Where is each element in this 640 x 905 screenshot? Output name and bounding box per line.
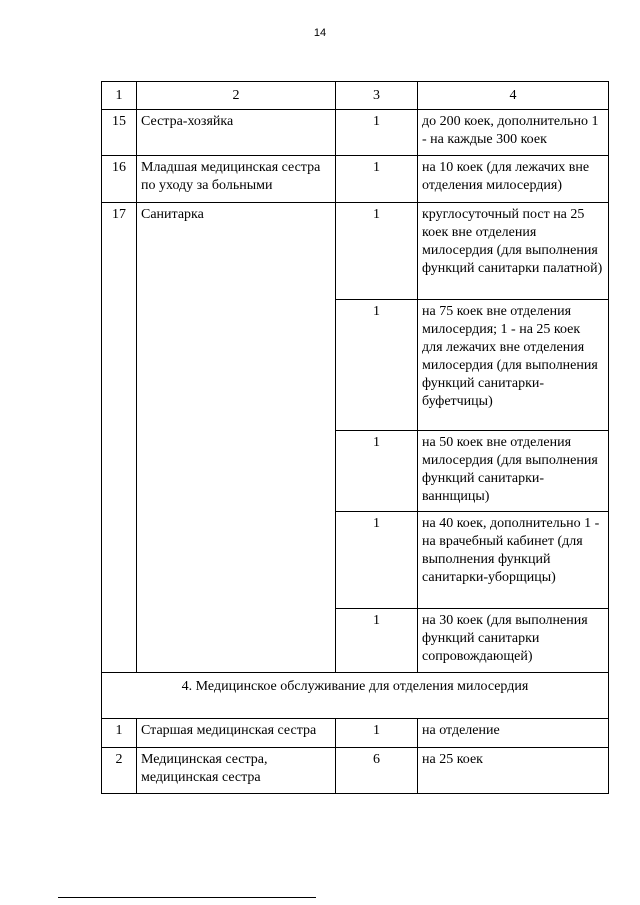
staff-count: 6 — [336, 748, 418, 794]
header-cell-4: 4 — [418, 82, 609, 110]
staffing-norm: на 50 коек вне отделения милосердия (для выполнения функций санитарки-ваннщицы) — [418, 431, 609, 512]
position-name: Старшая медицинская сестра — [137, 719, 336, 748]
row-number: 1 — [102, 719, 137, 748]
table-header-row — [102, 82, 609, 110]
staff-count: 1 — [336, 609, 418, 673]
staff-count: 1 — [336, 431, 418, 512]
table-row — [102, 110, 609, 156]
row-number: 17 — [102, 203, 137, 673]
staff-count: 1 — [336, 203, 418, 300]
staffing-norm: круглосуточный пост на 25 коек вне отделения милосердия (для выполнения функций санитарки палатной) — [418, 203, 609, 300]
staffing-norm: на 40 коек, дополнительно 1 - на врачебный кабинет (для выполнения функций санитарки-уборщицы) — [418, 512, 609, 609]
staffing-norm: до 200 коек, дополнительно 1 - на каждые 300 коек — [418, 110, 609, 156]
table-row — [102, 719, 609, 748]
position-name: Медицинская сестра, медицинская сестра — [137, 748, 336, 794]
table-row — [102, 748, 609, 794]
staffing-table — [101, 81, 609, 794]
staffing-norm: на 30 коек (для выполнения функций санитарки сопровождающей) — [418, 609, 609, 673]
header-cell-1: 1 — [102, 82, 137, 110]
staffing-norm: на 10 коек (для лежачих вне отделения милосердия) — [418, 156, 609, 203]
position-name: Младшая медицинская сестра по уходу за больными — [137, 156, 336, 203]
row-number: 16 — [102, 156, 137, 203]
position-name: Сестра-хозяйка — [137, 110, 336, 156]
table-row — [102, 156, 609, 203]
staff-count: 1 — [336, 300, 418, 431]
header-cell-3: 3 — [336, 82, 418, 110]
header-cell-2: 2 — [137, 82, 336, 110]
staff-count: 1 — [336, 512, 418, 609]
table-row — [102, 203, 609, 300]
staff-count: 1 — [336, 719, 418, 748]
section-heading-row — [102, 673, 609, 719]
row-number: 2 — [102, 748, 137, 794]
page-number: 14 — [313, 27, 327, 39]
staff-count: 1 — [336, 110, 418, 156]
section-heading: 4. Медицинское обслуживание для отделения милосердия — [102, 673, 609, 719]
staffing-norm: на отделение — [418, 719, 609, 748]
position-name: Санитарка — [137, 203, 336, 673]
row-number: 15 — [102, 110, 137, 156]
staff-count: 1 — [336, 156, 418, 203]
footnote-separator — [58, 897, 316, 898]
staffing-norm: на 25 коек — [418, 748, 609, 794]
staffing-norm: на 75 коек вне отделения милосердия; 1 - на 25 коек для лежачих вне отделения милосердия (для выполнения функций санитарки-буфетчицы) — [418, 300, 609, 431]
